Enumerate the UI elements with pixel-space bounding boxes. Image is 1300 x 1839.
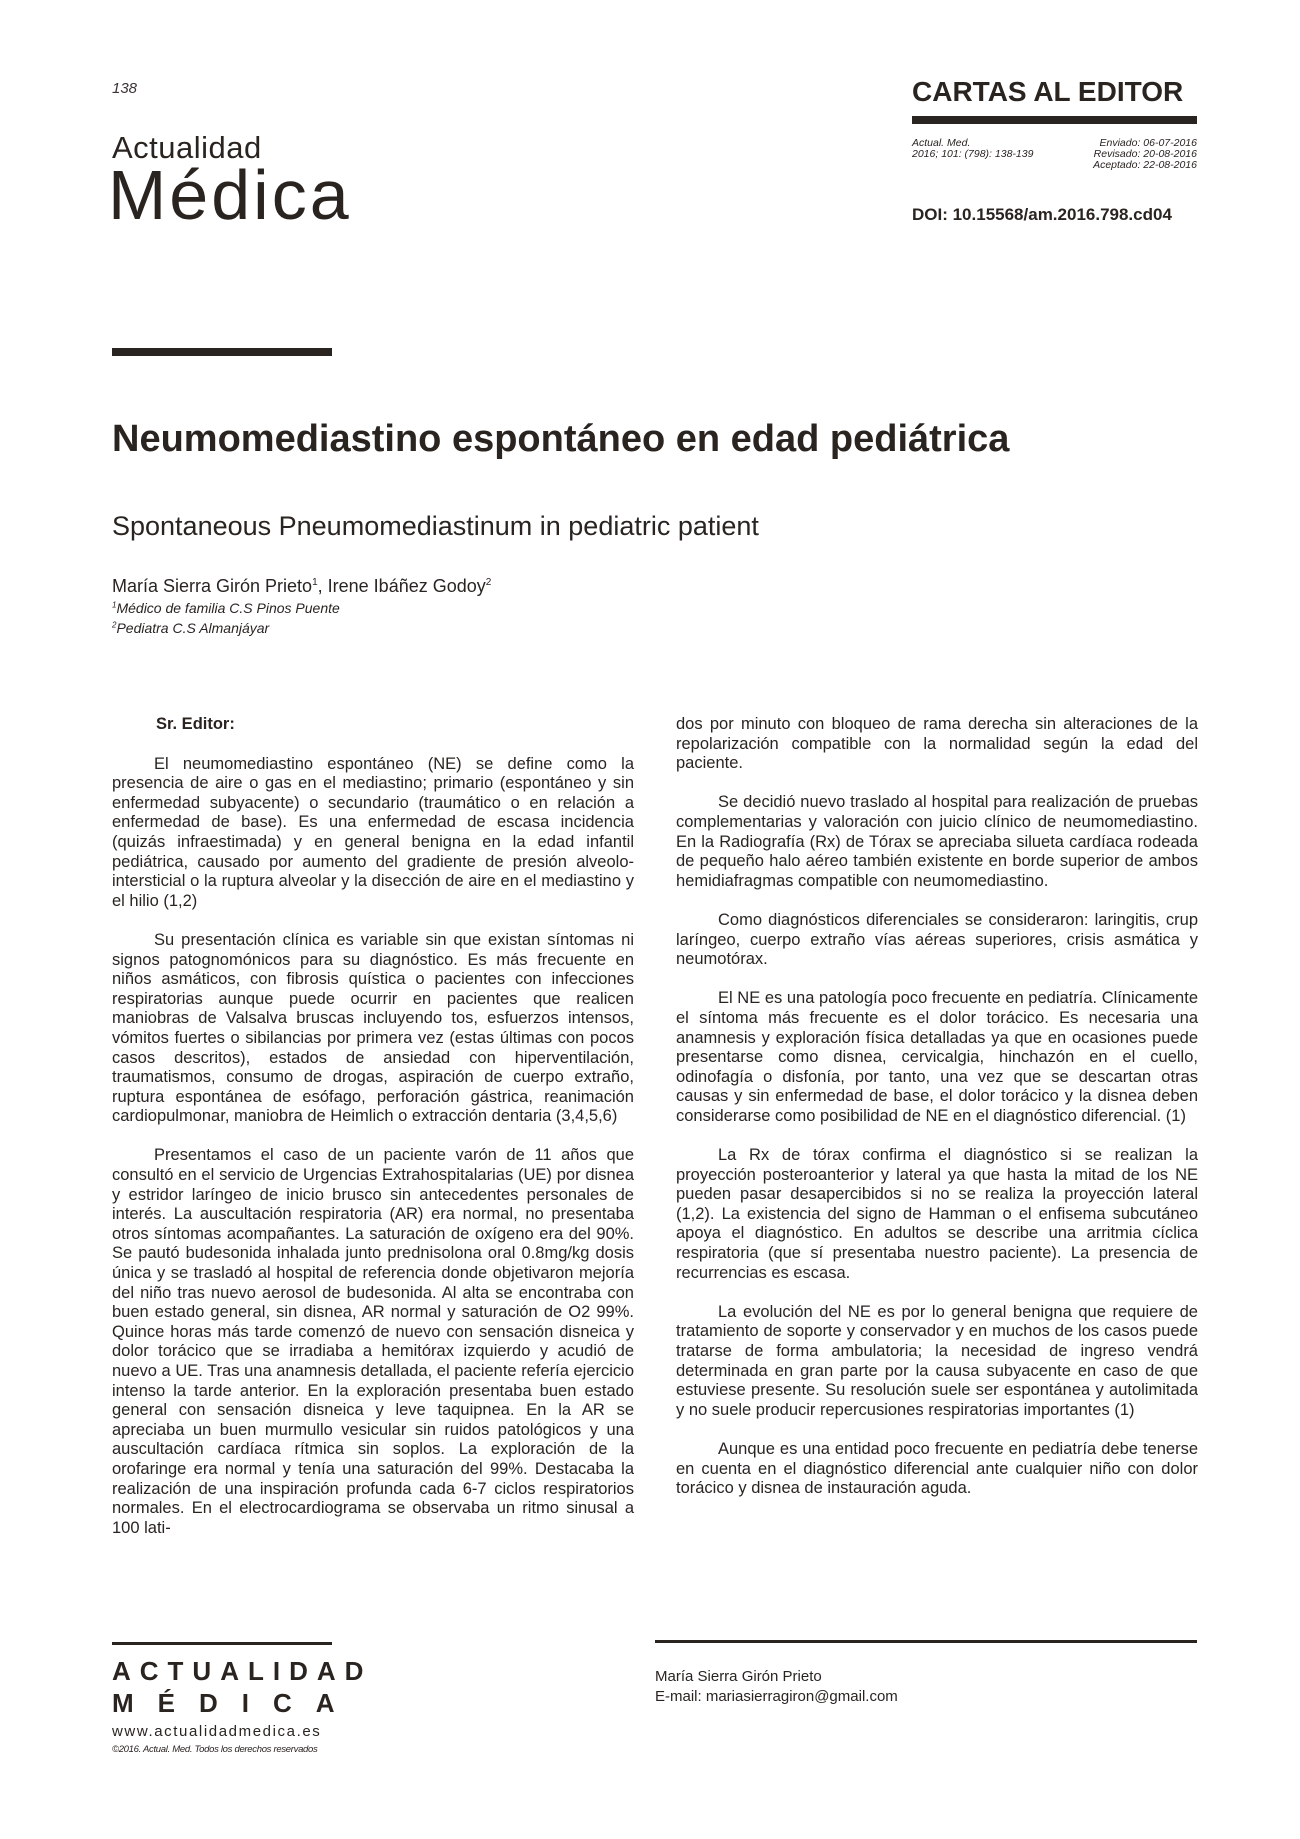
affiliation-text: Pediatra C.S Almanjáyar: [116, 620, 270, 636]
footer-website-link[interactable]: www.actualidadmedica.es: [112, 1723, 322, 1740]
citation-journal: Actual. Med.: [912, 137, 971, 149]
affiliation-text: Médico de familia C.S Pinos Puente: [116, 600, 340, 616]
article-title: Neumomediastino espontáneo en edad pediátrica: [112, 418, 1010, 460]
page-number: 138: [112, 80, 138, 97]
affiliation: [112, 620, 269, 636]
footer-divider-left: [112, 1642, 332, 1645]
section-label: CARTAS AL EDITOR: [912, 76, 1184, 107]
date-accepted: Aceptado: 22-08-2016: [1093, 159, 1197, 171]
body-paragraph: La Rx de tórax confirma el diagnóstico si se realizan la proyección posteroanterior y lateral ya que hasta la mitad de los NE pueden pasar desapercibidos si no se realiza la proyección lateral (1,2). La existencia del signo de Hamman o el enfisema subcutáneo apoya el diagnóstico. En adultos se describe una arritmia cíclica respiratoria (que sí presentaba nuestro paciente). La presencia de recurrencias es escasa.: [676, 1146, 1198, 1282]
author-affiliation-marker: 2: [485, 577, 492, 588]
body-paragraph: La evolución del NE es por lo general benigna que requiere de tratamiento de soporte y conservador y en muchos de los casos puede tratarse de forma ambulatoria; la necesidad de ingreso vendrá determinada en gran parte por la causa subyacente en caso de que estuviese presente. Su resolución suele ser espontánea y autolimitada y no suele producir repercusiones respiratorias importantes (1): [676, 1302, 1198, 1419]
affiliation: [112, 600, 340, 616]
body-column-right: [676, 715, 1198, 1518]
footer-brand-line2: MÉDICA: [112, 1688, 359, 1718]
doi-link[interactable]: DOI: 10.15568/am.2016.798.cd04: [912, 205, 1172, 224]
footer-divider-right: [655, 1640, 1197, 1643]
body-paragraph: Su presentación clínica es variable sin que existan síntomas ni signos patognomónicos para su diagnóstico. Es más frecuente en niños asmáticos, con fibrosis quística o pacientes con infecciones respiratorias aunque puede ocurrir en pacientes que realicen maniobras de Valsalva bruscas incluyendo tos, esfuerzos intensos, vómitos fuertes o sibilancias por primera vez (estas últimas con pocos casos descritos), estados de ansiedad con hiperventilación, traumatismos, consumo de drogas, aspiración de cuerpo extraño, ruptura espontánea de esófago, perforación gástrica, reanimación cardiopulmonar, maniobra de Heimlich o extracción dentaria (3,4,5,6): [112, 930, 634, 1126]
salutation: Sr. Editor:: [156, 715, 235, 733]
contact-name: María Sierra Girón Prieto: [655, 1668, 822, 1685]
section-divider: [912, 116, 1197, 124]
affiliation-marker: 1: [112, 600, 117, 610]
author-name: Irene Ibáñez Godoy: [327, 576, 486, 596]
date-sent: Enviado: 06-07-2016: [1099, 137, 1197, 149]
body-paragraph: dos por minuto con bloqueo de rama derecha sin alteraciones de la repolarización compatible con la normalidad según la edad del paciente.: [676, 715, 1198, 773]
journal-name-line2: Médica: [108, 156, 352, 234]
author-name: María Sierra Girón Prieto: [112, 576, 313, 596]
body-paragraph: Como diagnósticos diferenciales se consideraron: laringitis, crup laríngeo, cuerpo extraño vías aéreas superiores, crisis asmática y neumotórax.: [676, 910, 1198, 969]
title-divider: [112, 348, 332, 356]
body-paragraph: El NE es una patología poco frecuente en pediatría. Clínicamente el síntoma más frecuente es el dolor torácico. Es necesaria una anamnesis y exploración física detalladas ya que en ocasiones puede presentarse como disnea, cervicalgia, hinchazón en el cuello, odinofagía o disfonía, por tanto, una vez que se descartan otras causas y sin enfermedad de base, el dolor torácico y la disnea deben considerarse como posibilidad de NE en el diagnóstico diferencial. (1): [676, 989, 1198, 1125]
journal-name-line1: Actualidad: [112, 130, 262, 165]
affiliation-marker: 2: [112, 620, 117, 630]
body-column-left: [112, 715, 634, 1558]
author-list: [112, 576, 491, 597]
body-paragraph: Presentamos el caso de un paciente varón de 11 años que consultó en el servicio de Urgencias Extrahospitalarias (UE) por disnea y estridor laríngeo de inicio brusco sin antecedentes personales de interés. La auscultación respiratoria (AR) era normal, no presentaba otros síntomas acompañantes. La saturación de oxígeno era del 90%. Se pautó budesonida inhalada junto prednisolona oral 0.8mg/kg dosis única y se trasladó al hospital de referencia donde objetivaron mejoría del niño tras nuevo aerosol de budesonida. Al alta se encontraba con buen estado general, sin disnea, AR normal y saturación de O2 99%. Quince horas más tarde comenzó de nuevo con sensación disneica y dolor torácico que se irradiaba a hemitórax izquierdo y acudió de nuevo a UE. Tras una anamnesis detallada, el paciente refería ejercicio intenso la tarde anterior. En la exploración presentaba buen estado general con sensación disneica y leve taquipnea. En la AR se apreciaba un buen murmullo vesicular sin ruidos patológicos y una auscultación cardíaca rítmica sin soplos. La exploración de la orofaringe era normal y tenía una saturación del 99%. Destacaba la realización de una inspiración profunda cada 6-7 ciclos respiratorios normales. En el electrocardiograma se observaba un ritmo sinusal a 100 lati-: [112, 1146, 634, 1537]
author-affiliation-marker: 1: [312, 577, 318, 588]
body-paragraph: Se decidió nuevo traslado al hospital para realización de pruebas complementarias y valoración con juicio clínico de neumomediastino. En la Radiografía (Rx) de Tórax se apreciaba silueta cardíaca rodeada de pequeño halo aéreo también existente en borde superior de ambos hemidiafragmas compatible con neumomediastino.: [676, 793, 1198, 890]
footer-copyright: ©2016. Actual. Med. Todos los derechos reservados: [112, 1744, 318, 1755]
footer-brand-line1: ACTUALIDAD: [112, 1656, 373, 1686]
date-revised: Revisado: 20-08-2016: [1093, 148, 1197, 160]
author-separator: ,: [317, 576, 328, 596]
citation-volume: 2016; 101: (798): 138-139: [912, 148, 1034, 160]
contact-email[interactable]: E-mail: mariasierragiron@gmail.com: [655, 1688, 898, 1705]
submission-dates: [1040, 138, 1197, 171]
body-paragraph: Aunque es una entidad poco frecuente en pediatría debe tenerse en cuenta en el diagnóstico diferencial ante cualquier niño con dolor torácico y disnea de instauración aguda.: [676, 1439, 1198, 1498]
citation: [912, 138, 1033, 160]
article-title-english: Spontaneous Pneumomediastinum in pediatric patient: [112, 511, 759, 541]
body-paragraph: El neumomediastino espontáneo (NE) se define como la presencia de aire o gas en el mediastino; primario (espontáneo y sin enfermedad subyacente) o secundario (traumático o en relación a enfermedad de base). Es una enfermedad de escasa incidencia (quizás infraestimada) y en general benigna en la edad infantil pediátrica, causado por aumento del gradiente de presión alveolo-intersticial o la ruptura alveolar y la disección de aire en el mediastino y el hilio (1,2): [112, 754, 634, 910]
